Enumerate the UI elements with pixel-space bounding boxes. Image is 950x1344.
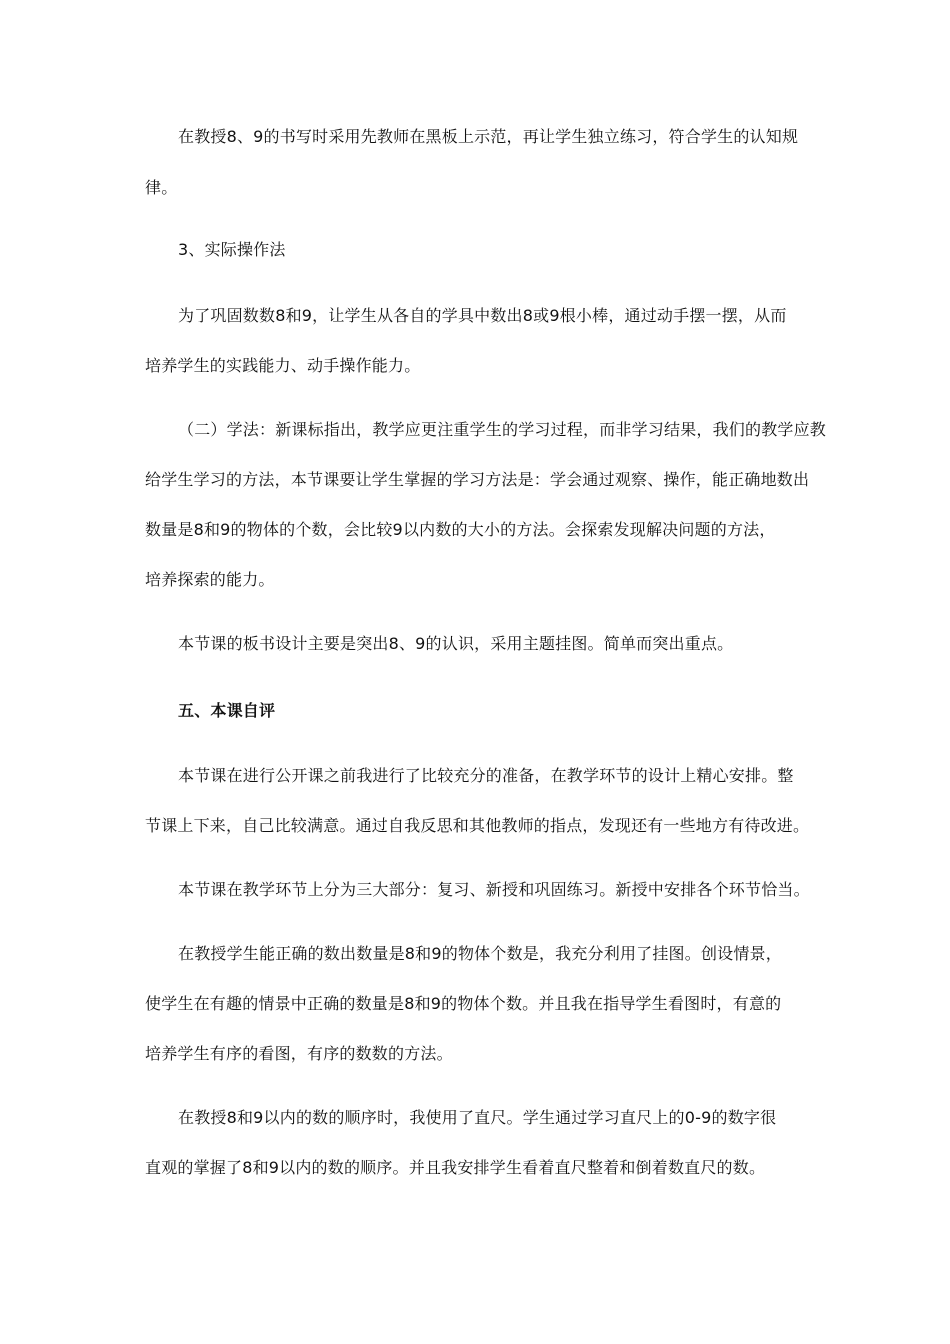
paragraph-line: 在教授学生能正确的数出数量是8和9的物体个数是，我充分利用了挂图。创设情景， <box>178 944 782 963</box>
paragraph-line: 在教授8、9的书写时采用先教师在黑板上示范，再让学生独立练习，符合学生的认知规 <box>178 127 799 146</box>
paragraph-line: 给学生学习的方法，本节课要让学生掌握的学习方法是：学会通过观察、操作，能正确地数出 <box>145 470 810 489</box>
paragraph-line: 律。 <box>145 178 178 197</box>
paragraph-line: 使学生在有趣的情景中正确的数量是8和9的物体个数。并且我在指导学生看图时，有意的 <box>145 994 782 1013</box>
paragraph-line: 数量是8和9的物体的个数，会比较9以内数的大小的方法。会探索发现解决问题的方法， <box>145 520 776 539</box>
paragraph-line: 直观的掌握了8和9以内的数的顺序。并且我安排学生看着直尺整着和倒着数直尺的数。 <box>145 1158 766 1177</box>
paragraph-line: 在教授8和9以内的数的顺序时，我使用了直尺。学生通过学习直尺上的0-9的数字很 <box>178 1108 777 1127</box>
paragraph-line: （二）学法：新课标指出，教学应更注重学生的学习过程，而非学习结果，我们的教学应教 <box>178 420 827 439</box>
paragraph-line: 节课上下来，自己比较满意。通过自我反思和其他教师的指点，发现还有一些地方有待改进。 <box>145 816 810 835</box>
paragraph-line: 为了巩固数数8和9，让学生从各自的学具中数出8或9根小棒，通过动手摆一摆，从而 <box>178 306 787 325</box>
paragraph-line: 培养探索的能力。 <box>145 570 275 589</box>
paragraph-line: 本节课在进行公开课之前我进行了比较充分的准备，在教学环节的设计上精心安排。整 <box>178 766 794 785</box>
paragraph-line: 培养学生有序的看图，有序的数数的方法。 <box>145 1044 453 1063</box>
paragraph-line: 本节课的板书设计主要是突出8、9的认识，采用主题挂图。简单而突出重点。 <box>178 634 734 653</box>
section-subheading: 3、实际操作法 <box>178 240 286 259</box>
paragraph-line: 培养学生的实践能力、动手操作能力。 <box>145 356 421 375</box>
paragraph-line: 本节课在教学环节上分为三大部分：复习、新授和巩固练习。新授中安排各个环节恰当。 <box>178 880 810 899</box>
section-heading: 五、本课自评 <box>178 701 276 720</box>
